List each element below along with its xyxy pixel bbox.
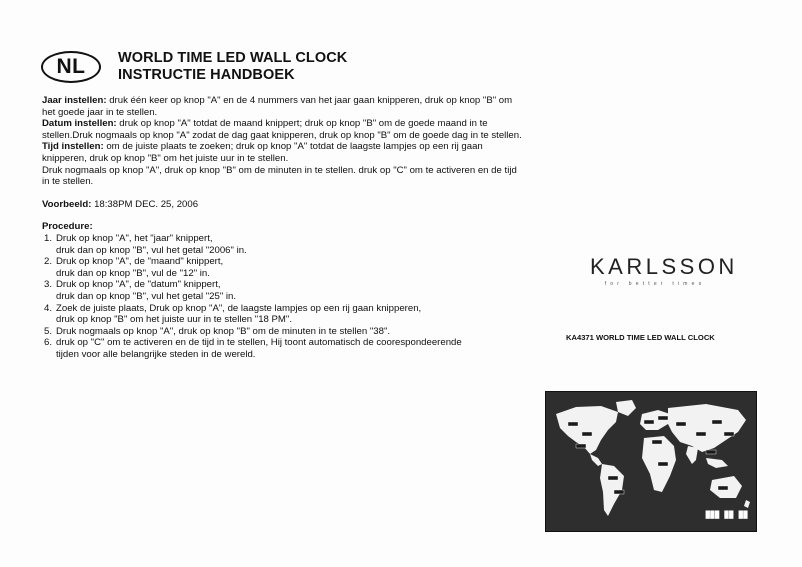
procedure-step: 4. Zoek de juiste plaats, Druk op knop "A", de laagste lampjes op een rij gaan knipperen, druk op knop "B" om het juiste uur in te stellen "18 PM". bbox=[44, 302, 422, 326]
brand-tagline: for better times bbox=[604, 281, 706, 287]
year-instructions bbox=[42, 95, 522, 118]
brand-logo bbox=[590, 254, 738, 287]
procedure-step: 3. Druk op knop "A", de "datum" knippert, druk dan op knop "B", vul het getal "25" in. bbox=[44, 279, 237, 302]
date-label: Datum instellen: bbox=[42, 118, 117, 130]
time-instructions bbox=[42, 141, 522, 164]
example-line bbox=[42, 199, 522, 211]
procedure-step: 2. Druk op knop "A", de "maand" knippert, druk dan op knop "B", vul de "12" in. bbox=[44, 256, 224, 279]
procedure-step: 6. druk op "C" om te activeren en de tijd in te stellen, Hij toont automatisch de coorespondeerende tijden voor alle belangrijke steden in de wereld. bbox=[44, 337, 462, 360]
procedure-step: 1. Druk op knop "A", het "jaar" knippert, druk dan op knop "B", vul het getal "2006" in. bbox=[44, 232, 247, 256]
clock-led-display: ███ ██ ██ bbox=[705, 511, 748, 519]
time-text: om de juiste plaats te zoeken; druk op knop "A" totdat de laagste lampjes op een rij gaan knipperen, druk op knop "B" om het juiste uur in te stellen. bbox=[42, 141, 483, 164]
time-label: Tijd instellen: bbox=[42, 141, 104, 153]
example-text: 18:38PM DEC. 25, 2006 bbox=[91, 198, 199, 210]
year-label: Jaar instellen: bbox=[42, 95, 107, 106]
page-title bbox=[118, 50, 347, 84]
brand-name: KARLSSON bbox=[590, 254, 738, 279]
example-label: Voorbeeld: bbox=[42, 198, 92, 210]
product-label: KA4371 WORLD TIME LED WALL CLOCK bbox=[566, 333, 715, 342]
procedure-step: 5. Druk nogmaals op knop "A", druk op knop "B" om de minuten in te stellen "38". bbox=[44, 325, 391, 337]
procedure-list bbox=[42, 233, 522, 361]
date-text: druk op knop "A" totdat de maand knippert; druk op knop "B" om de goede maand in te stellen.Druk nogmaals op knop "A" zodat de dag gaat knipperen, druk op knop "B" om de goede dag in te stellen. bbox=[42, 118, 522, 141]
world-clock-image bbox=[545, 391, 757, 532]
time-instructions-2: Druk nogmaals op knop "A", druk op knop "B" om de minuten in te stellen. druk op "C" om te activeren en de tijd in te stellen. bbox=[42, 164, 517, 188]
instructions-body bbox=[42, 95, 522, 360]
language-badge: NL bbox=[41, 51, 101, 83]
date-instructions bbox=[42, 118, 522, 141]
title-line-1: WORLD TIME LED WALL CLOCK bbox=[118, 50, 348, 66]
year-text: druk één keer op knop "A" en de 4 nummers van het jaar gaan knipperen, druk op knop "B" om het goede jaar in te stellen. bbox=[42, 95, 513, 118]
procedure-heading: Procedure: bbox=[42, 221, 93, 233]
title-line-2: INSTRUCTIE HANDBOEK bbox=[118, 67, 295, 83]
